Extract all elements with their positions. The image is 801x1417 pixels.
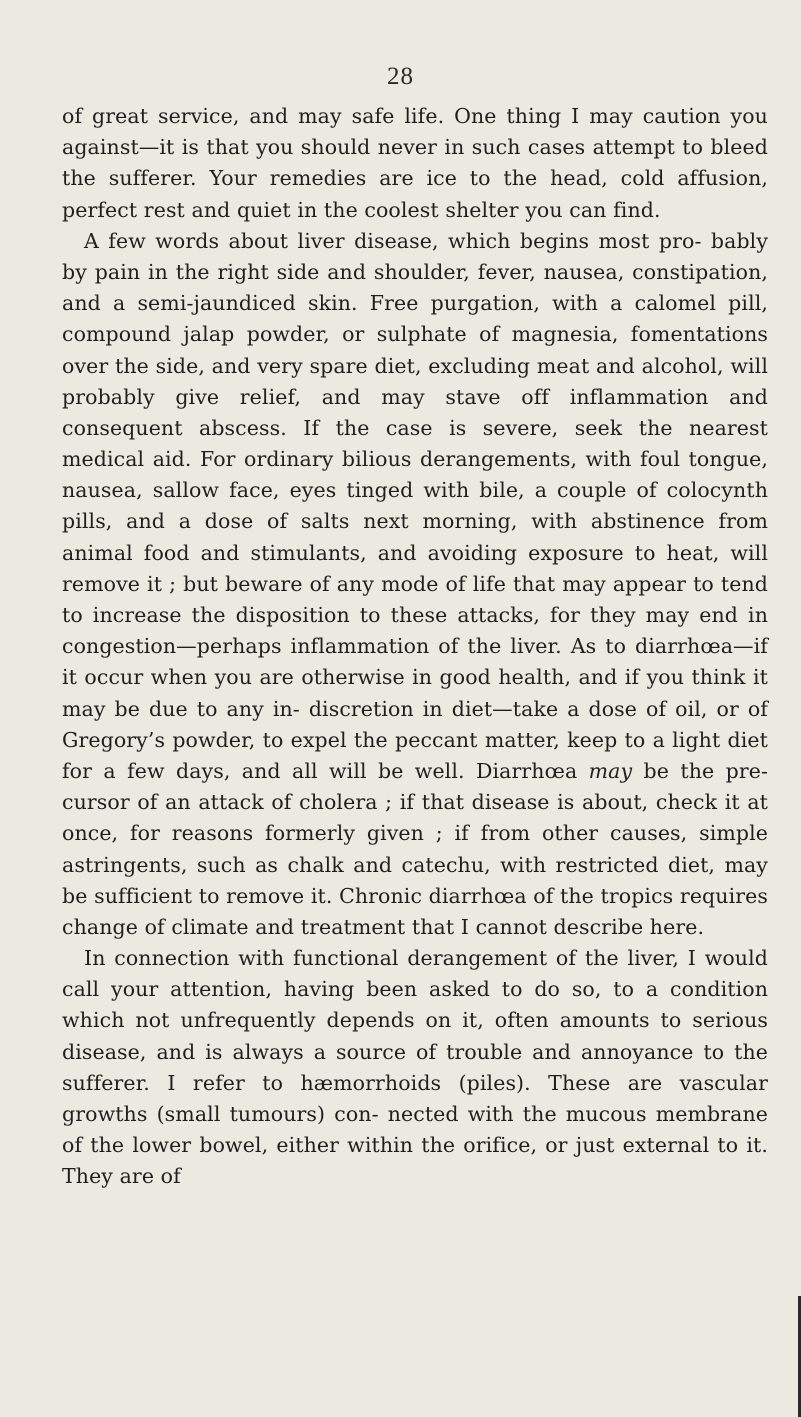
paragraph-3: In connection with functional derangement of the liver, I would call your attention, having been asked to do so, to a condition which not unfrequently depends on it, often amounts to serious disease, and is always a source of trouble and annoyance to the sufferer. I refer to hæmorrhoids (piles). These are vascular growths (small tumours) con- nected with the mucous membrane of the lower bowel, either within the orifice, or just external to it. They are of [62, 946, 768, 1189]
paragraph-2 [62, 226, 768, 943]
body-text [62, 101, 768, 1193]
page-number: 28 [387, 63, 414, 90]
paragraph-2-text: A few words about liver disease, which begins most pro- bably by pain in the right side and shoulder, fever, nausea, constipation, and a semi-jaundiced skin. Free purgation, with a calomel pill, compound jalap powder, or sulphate of magnesia, fomentations over the side, and very spare diet, excluding meat and alcohol, will probably give relief, and may stave off inflammation and consequent abscess. If the case is severe, seek the nearest medical aid. For ordinary bilious derangements, with foul tongue, nausea, sallow face, eyes tinged with bile, a couple of colocynth pills, and a dose of salts next morning, with abstinence from animal food and stimulants, and avoiding exposure to heat, will remove it ; but beware of any mode of life that may appear to tend to increase the disposition to these attacks, for they may end in congestion—perhaps inflammation of the liver. As to diarrhœa—if it occur when you are otherwise in good health, and if you think it may be due to any in- discretion in diet—take a dose of oil, or of Gregory’s powder, to expel the peccant matter, keep to a light diet for a few days, and all will be well. Diarrhœa [62, 228, 768, 783]
paragraph-2-continuation: be the pre- cursor of an attack of cholera ; if that disease is about, check it at once, for reasons formerly given ; if from other causes, simple astringents, such as chalk and catechu, with restricted diet, may be sufficient to remove it. Chronic diarrhœa of the tropics requires change of climate and treatment that I cannot describe here. [62, 758, 768, 939]
paragraph-1: of great service, and may safe life. One thing I may caution you against—it is that you should never in such cases attempt to bleed the sufferer. Your remedies are ice to the head, cold affusion, perfect rest and quiet in the coolest shelter you can find. [62, 104, 768, 222]
emphasis-may: may [588, 758, 633, 783]
